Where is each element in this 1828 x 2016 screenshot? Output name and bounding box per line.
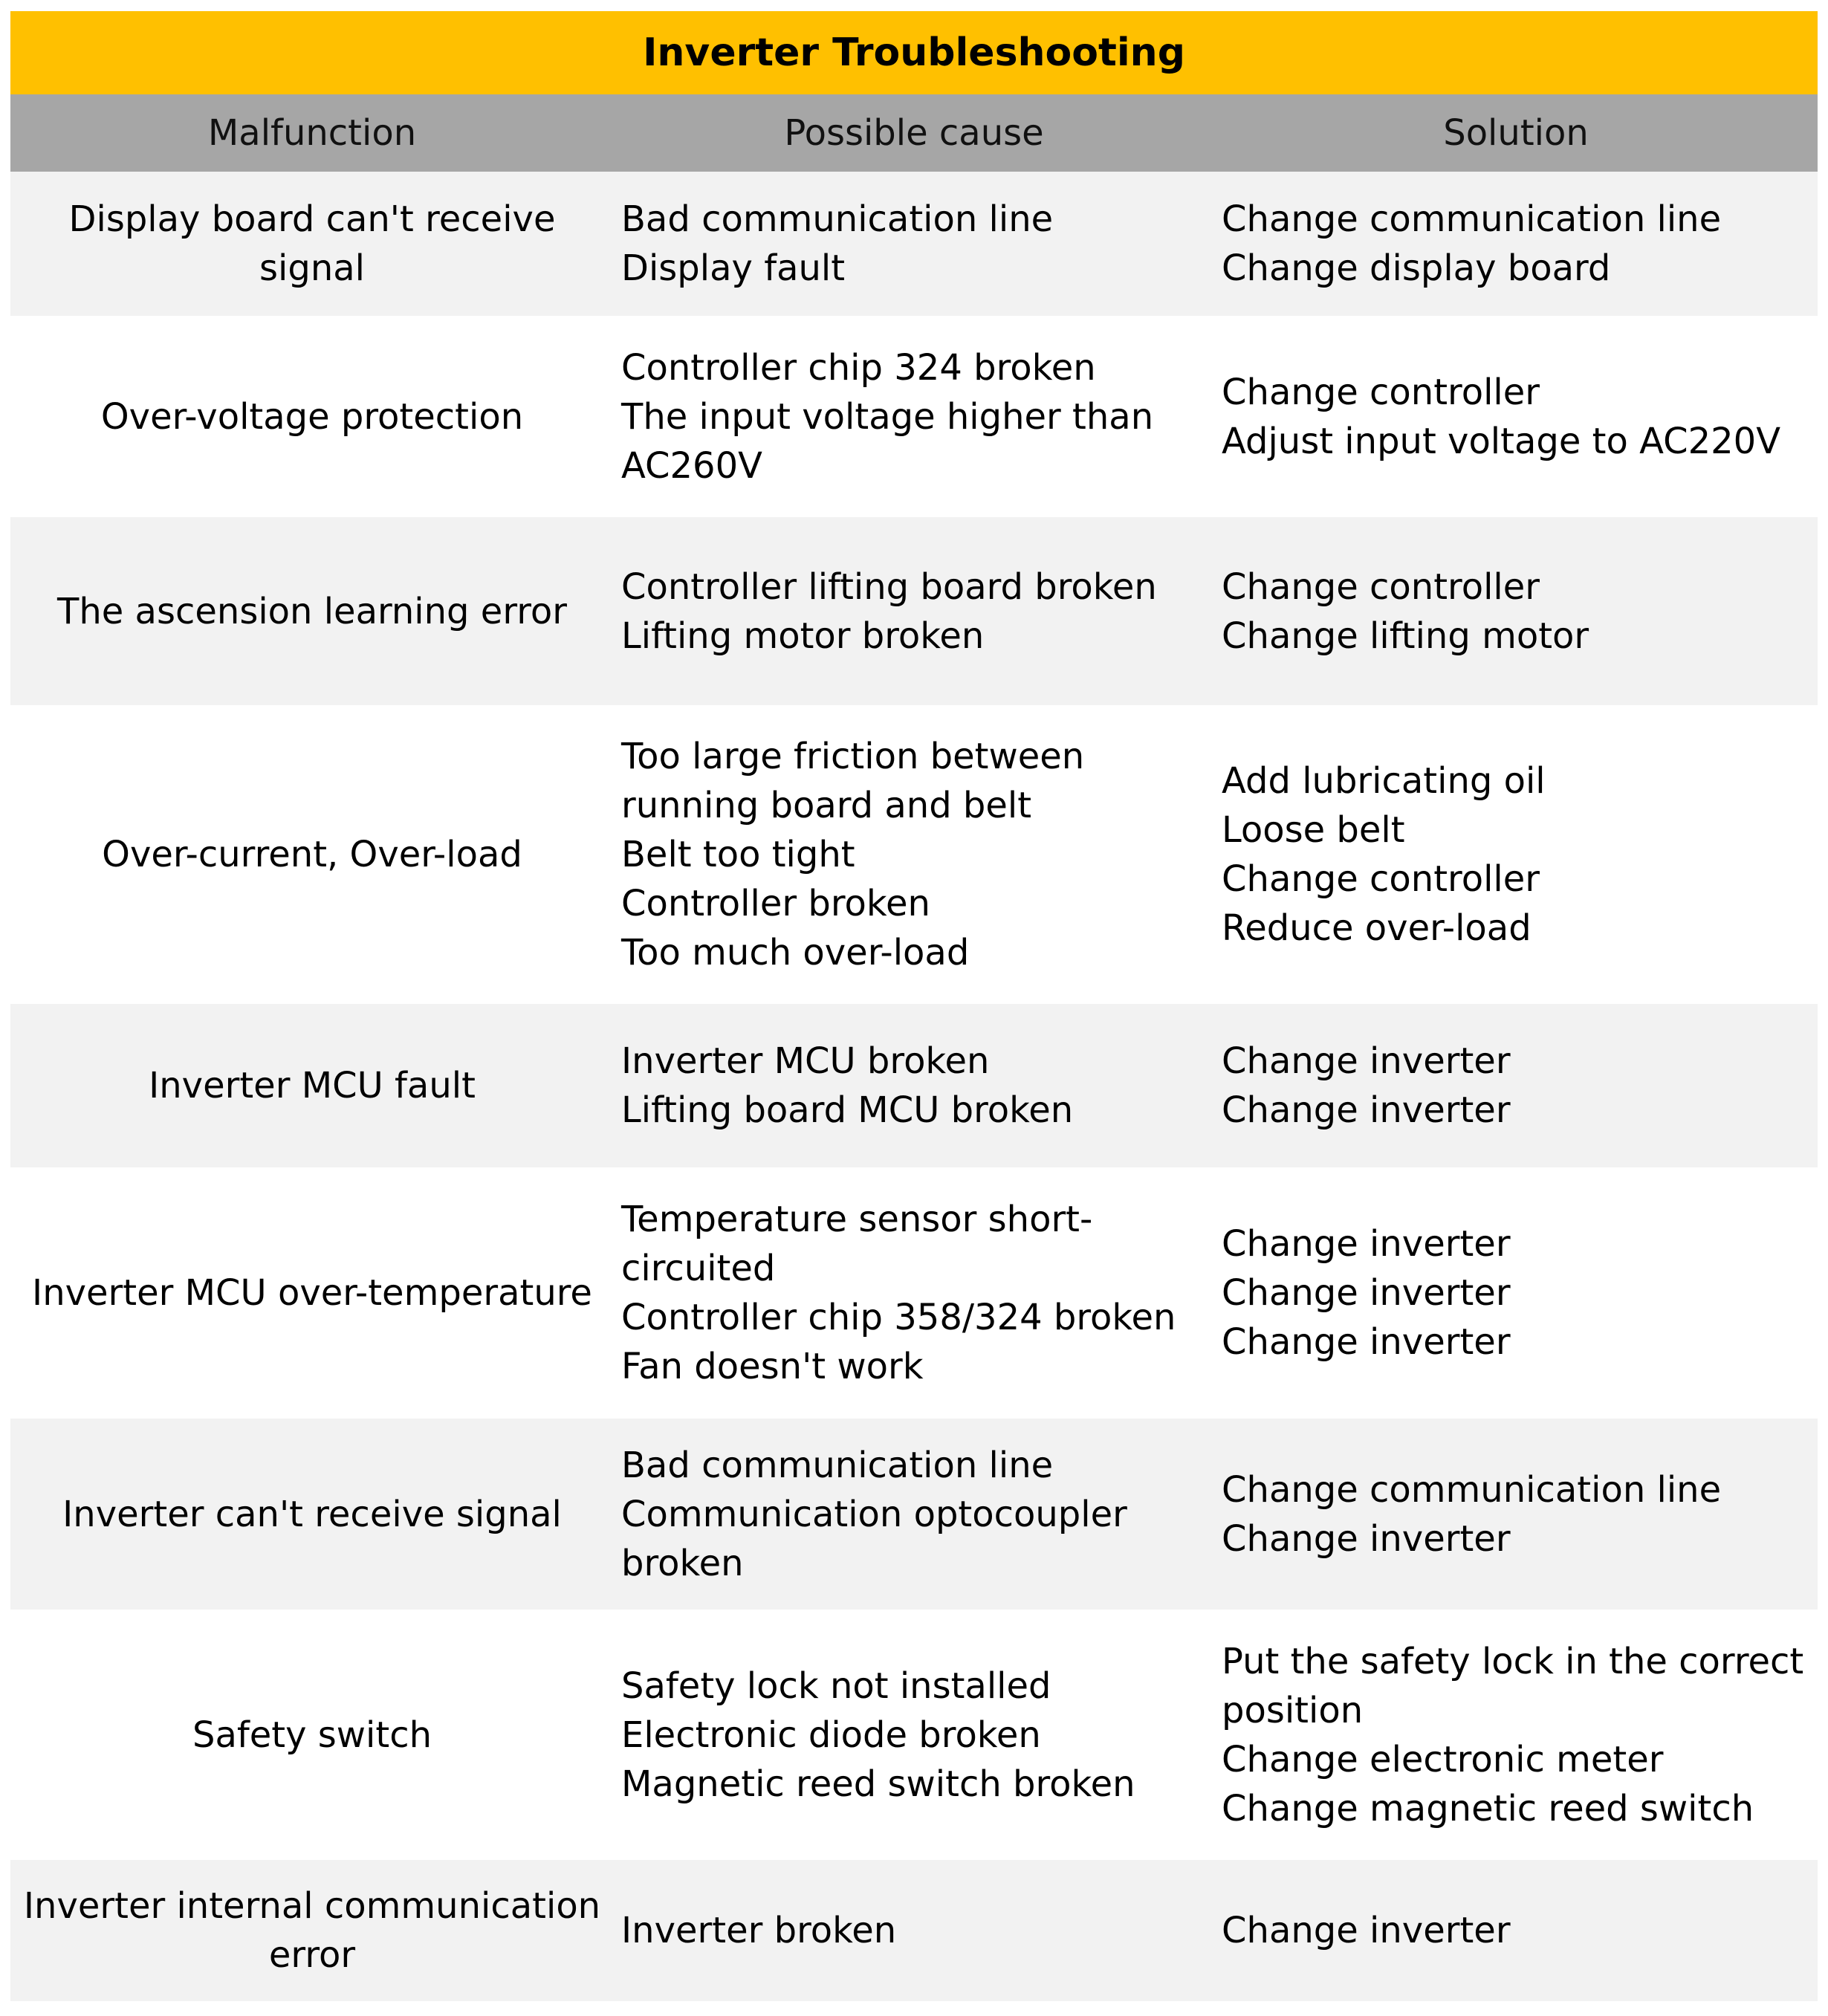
- solution-text: Change display board: [1222, 247, 1611, 289]
- cause-cell: [614, 1037, 1214, 1135]
- solution-text: Change communication line: [1222, 1468, 1722, 1511]
- cause-text: Belt too tight: [621, 834, 855, 875]
- solution-text: Change inverter: [1222, 1910, 1511, 1951]
- malfunction-cell: [10, 1490, 614, 1539]
- solution-text: Change inverter: [1222, 1223, 1511, 1265]
- solution-cell: [1214, 1219, 1818, 1367]
- solution-text: Reduce over-load: [1222, 907, 1532, 949]
- solution-text: Change lifting motor: [1222, 615, 1589, 657]
- table-row: [10, 1860, 1818, 2001]
- malfunction-text: Safety switch: [192, 1714, 432, 1756]
- solution-cell: [1214, 1637, 1818, 1833]
- solution-cell: [1214, 756, 1818, 953]
- solution-text: Change inverter: [1222, 1089, 1511, 1131]
- malfunction-cell: [10, 1711, 614, 1760]
- troubleshooting-table: [10, 11, 1818, 2001]
- cause-text: Bad communication line: [621, 1444, 1054, 1486]
- cause-text: Safety lock not installed: [621, 1665, 1051, 1707]
- solution-text: Change communication line: [1222, 198, 1722, 240]
- table-row: [10, 517, 1818, 705]
- malfunction-text: Inverter MCU fault: [149, 1065, 476, 1106]
- cause-text: Controller chip 358/324 broken: [621, 1297, 1176, 1338]
- solution-text: Change inverter: [1222, 1272, 1511, 1314]
- cause-text: Communication optocoupler: [621, 1493, 1127, 1535]
- cause-text: Display fault: [621, 247, 846, 289]
- solution-cell: [1214, 1906, 1818, 1955]
- cause-cell: [614, 343, 1214, 490]
- cause-cell: [614, 563, 1214, 661]
- solution-cell: [1214, 195, 1818, 293]
- cause-cell: [614, 732, 1214, 977]
- cause-cell: [614, 1662, 1214, 1809]
- solution-text: position: [1222, 1689, 1364, 1731]
- cause-text: Inverter broken: [621, 1910, 897, 1951]
- solution-text: Change controller: [1222, 858, 1540, 900]
- malfunction-text: Over-current, Over-load: [102, 834, 522, 875]
- cause-cell: [614, 1906, 1214, 1955]
- malfunction-text: Inverter MCU over-temperature: [32, 1272, 592, 1314]
- cause-text: Lifting board MCU broken: [621, 1089, 1074, 1131]
- cause-text: Inverter MCU broken: [621, 1040, 990, 1082]
- solution-cell: [1214, 368, 1818, 466]
- header-possible-cause: Possible cause: [784, 112, 1044, 154]
- cause-text: Fan doesn't work: [621, 1346, 924, 1387]
- table-row: [10, 1419, 1818, 1610]
- cause-text: Controller chip 324 broken: [621, 346, 1096, 389]
- cause-cell: [614, 195, 1214, 293]
- table-title: Inverter Troubleshooting: [10, 11, 1818, 94]
- cause-text: AC260V: [621, 444, 762, 487]
- cause-text: circuited: [621, 1248, 776, 1289]
- table-header-row: [10, 94, 1818, 172]
- solution-cell: [1214, 1465, 1818, 1563]
- malfunction-text: The ascension learning error: [57, 590, 567, 632]
- cause-text: Lifting motor broken: [621, 615, 985, 657]
- cause-text: broken: [621, 1542, 744, 1584]
- cause-text: running board and belt: [621, 785, 1032, 826]
- table-row: [10, 1610, 1818, 1860]
- solution-text: Change controller: [1222, 565, 1540, 608]
- cause-text: The input voltage higher than: [621, 395, 1154, 438]
- malfunction-cell: [10, 830, 614, 879]
- cause-text: Electronic diode broken: [621, 1714, 1041, 1756]
- cause-text: Too much over-load: [621, 932, 970, 973]
- solution-text: Put the safety lock in the correct: [1222, 1640, 1804, 1682]
- solution-text: Loose belt: [1222, 809, 1405, 851]
- solution-cell: [1214, 1037, 1818, 1135]
- cause-text: Bad communication line: [621, 198, 1054, 240]
- table-row: [10, 705, 1818, 1004]
- solution-text: Change electronic meter: [1222, 1738, 1664, 1780]
- solution-text: Change magnetic reed switch: [1222, 1787, 1754, 1829]
- table-row: [10, 172, 1818, 316]
- cause-text: Controller broken: [621, 883, 930, 924]
- header-solution: Solution: [1443, 112, 1589, 154]
- malfunction-cell: [10, 195, 614, 293]
- table-row: [10, 316, 1818, 517]
- table-row: [10, 1167, 1818, 1419]
- solution-text: Change controller: [1222, 371, 1540, 413]
- solution-text: Add lubricating oil: [1222, 760, 1546, 802]
- malfunction-cell: [10, 587, 614, 636]
- solution-text: Adjust input voltage to AC220V: [1222, 420, 1781, 462]
- header-malfunction: Malfunction: [207, 112, 417, 154]
- malfunction-cell: [10, 1061, 614, 1110]
- malfunction-cell: [10, 1268, 614, 1317]
- cause-text: Too large friction between: [621, 736, 1085, 777]
- cause-cell: [614, 1195, 1214, 1391]
- solution-text: Change inverter: [1222, 1321, 1511, 1363]
- solution-text: Change inverter: [1222, 1040, 1511, 1082]
- malfunction-text: Inverter internal communication: [23, 1885, 601, 1927]
- cause-text: Magnetic reed switch broken: [621, 1763, 1135, 1805]
- cause-text: Controller lifting board broken: [621, 565, 1157, 608]
- malfunction-cell: [10, 392, 614, 441]
- malfunction-text: Display board can't receive signal: [68, 198, 556, 289]
- solution-text: Change inverter: [1222, 1517, 1511, 1560]
- malfunction-text: error: [268, 1934, 356, 1976]
- malfunction-text: Over-voltage protection: [100, 395, 524, 438]
- table-row: [10, 1004, 1818, 1167]
- cause-cell: [614, 1441, 1214, 1588]
- malfunction-cell: [10, 1882, 614, 1980]
- malfunction-text: Inverter can't receive signal: [62, 1493, 562, 1535]
- solution-cell: [1214, 563, 1818, 661]
- cause-text: Temperature sensor short-: [621, 1199, 1093, 1240]
